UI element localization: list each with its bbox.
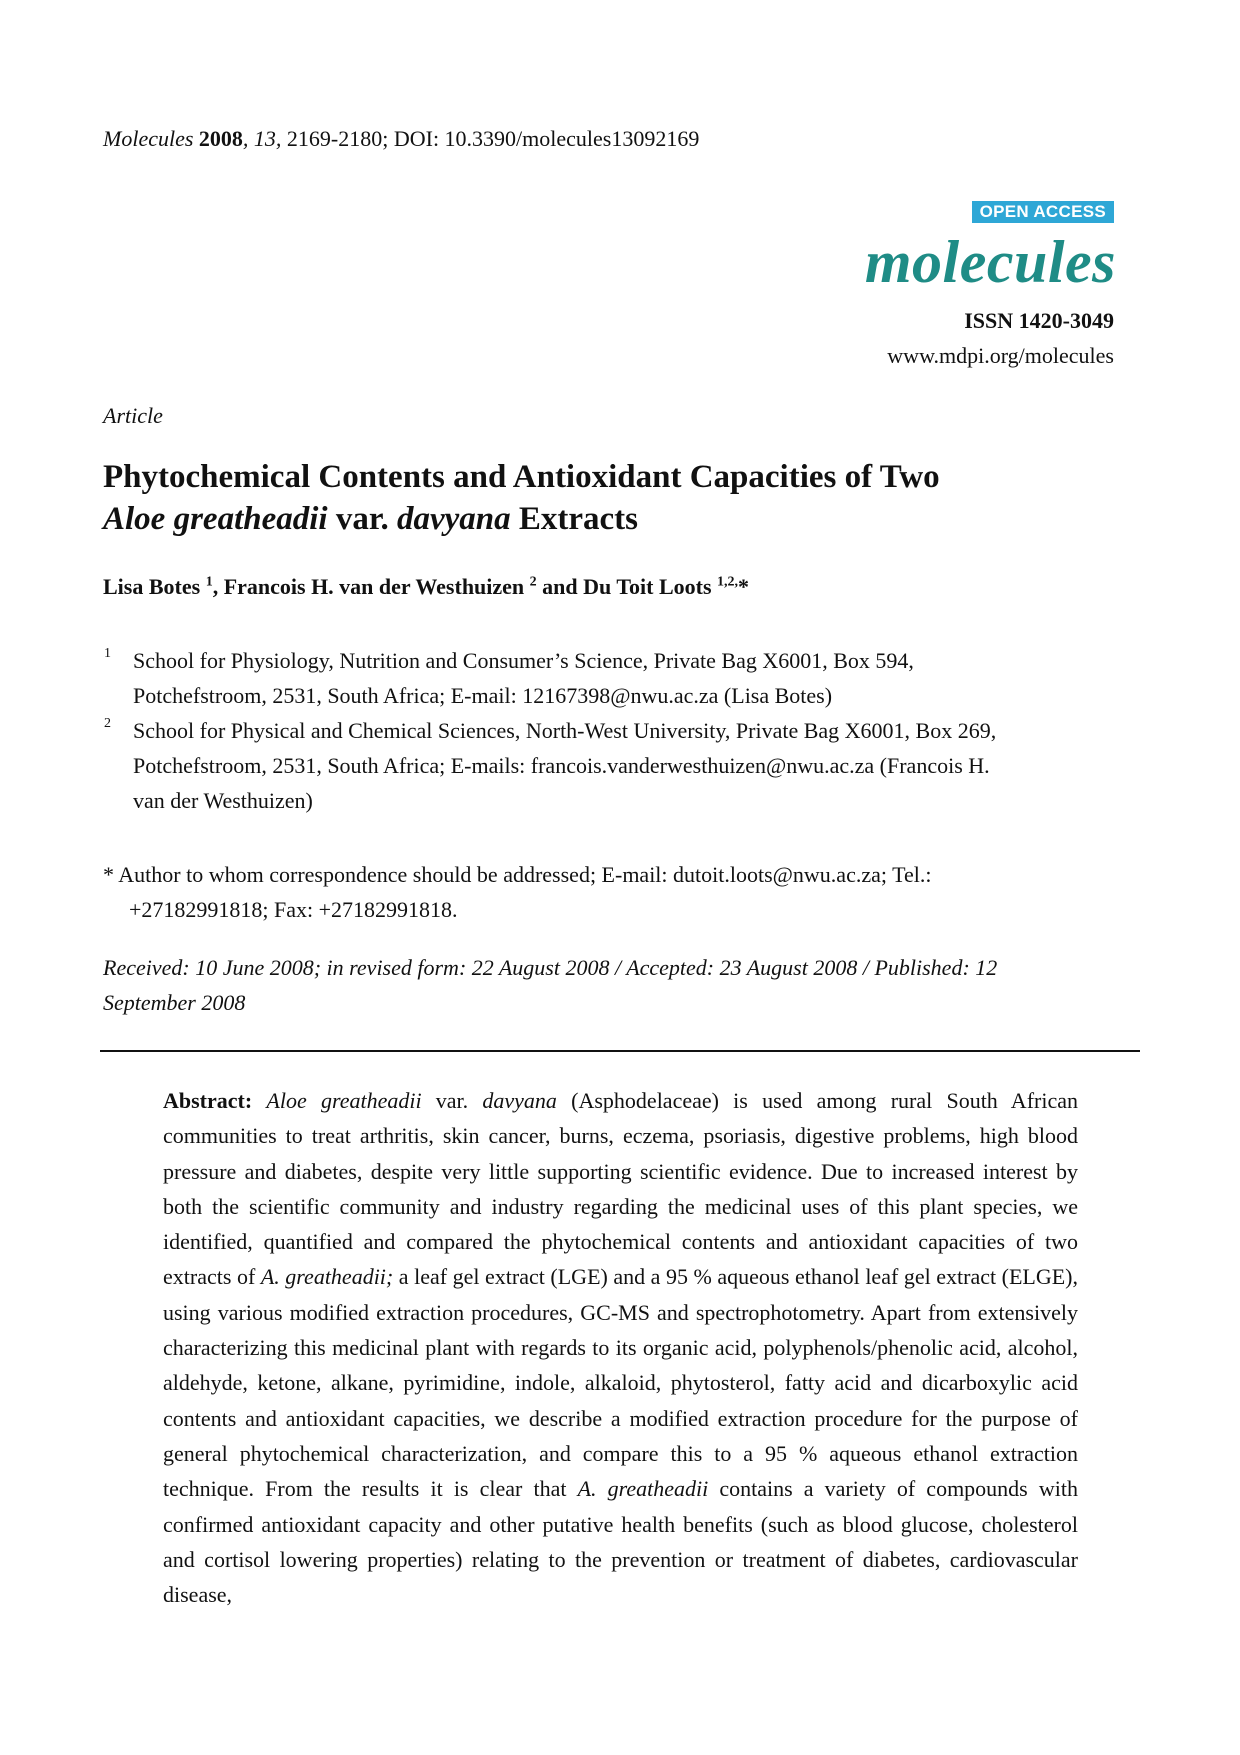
abstract-text-1: (Asphodelaceae) is used among rural South African communities to treat arthritis, skin cancer, burns, eczema, psoriasis, digestive problems, high blood pressure and diabetes, despite very little supporting scientific evidence. Due to increased interest by both the scientific community and industry regarding the medicinal uses of this plant species, we identified, quantified and compared the phytochemical contents and antioxidant capacities of two extracts of	[163, 1088, 1078, 1290]
title-species: Aloe greatheadii	[103, 501, 328, 537]
open-access-badge: OPEN ACCESS	[972, 201, 1114, 223]
abstract-var: var.	[421, 1088, 483, 1113]
article-type: Article	[103, 403, 163, 428]
dates-line-1: Received: 10 June 2008; in revised form: 22 August 2008 / Accepted: 23 August 2008 / Published: 12	[103, 955, 998, 980]
affiliation-2-line-1: School for Physical and Chemical Sciences, North-West University, Private Bag X6001, Box 269,	[133, 718, 997, 743]
journal-logo: molecules	[864, 229, 1116, 295]
abstract-species-1: Aloe greatheadii	[266, 1088, 422, 1113]
abstract-species-3: A. greatheadii	[577, 1476, 709, 1502]
article-title	[103, 456, 1143, 540]
title-tail: Extracts	[518, 501, 638, 537]
author-list	[103, 574, 749, 600]
abstract-text-2: a leaf gel extract (LGE) and a 95 % aqueous ethanol leaf gel extract (ELGE), using various modified extraction procedures, GC-MS and spectrophotometry. Apart from extensively characterizing this medicinal plant with regards to its organic acid, polyphenols/phenolic acid, alcohol, aldehyde, ketone, alkane, pyrimidine, indole, alkaloid, phytosterol, fatty acid and dicarboxylic acid contents and antioxidant capacities, we describe a modified extraction procedure for the purpose of general phytochemical characterization, and compare this to a 95 % aqueous ethanol extraction technique. From the results it is clear that	[163, 1264, 1078, 1502]
abstract-variety: davyana	[482, 1088, 557, 1113]
abstract	[163, 1083, 1078, 1612]
affiliation-2-line-2: Potchefstroom, 2531, South Africa; E-mails: francois.vanderwesthuizen@nwu.ac.za (Francois H.	[133, 753, 990, 778]
affiliation-1-number: 1	[104, 646, 111, 661]
correspondence-line-1: * Author to whom correspondence should be addressed; E-mail: dutoit.loots@nwu.ac.za; Tel.:	[103, 862, 932, 887]
affiliation-2	[133, 713, 1143, 818]
title-variety: davyana	[396, 501, 511, 537]
citation-pages-doi: 2169-2180; DOI: 10.3390/molecules13092169	[286, 126, 700, 151]
title-line-1: Phytochemical Contents and Antioxidant Capacities of Two	[103, 459, 940, 495]
abstract-label: Abstract:	[163, 1088, 253, 1113]
author-3: and Du Toit Loots	[542, 574, 712, 599]
publication-dates	[103, 950, 1143, 1020]
author-2: , Francois H. van der Westhuizen	[212, 574, 525, 599]
affiliation-1	[133, 643, 1143, 713]
corresponding-star: *	[738, 574, 750, 599]
journal-url: www.mdpi.org/molecules	[887, 343, 1114, 368]
correspondence-note	[103, 857, 1143, 927]
citation-journal: Molecules	[103, 126, 194, 151]
affiliation-1-line-2: Potchefstroom, 2531, South Africa; E-mail: 12167398@nwu.ac.za (Lisa Botes)	[133, 683, 833, 708]
affiliation-1-line-1: School for Physiology, Nutrition and Consumer’s Science, Private Bag X6001, Box 594,	[133, 648, 914, 673]
citation-year: 2008	[198, 126, 243, 151]
author-1-affiliation: 1	[205, 574, 213, 590]
section-divider	[100, 1050, 1140, 1052]
author-1: Lisa Botes	[103, 574, 201, 599]
abstract-text-3: contains a variety of compounds with confirmed antioxidant capacity and other putative health benefits (such as blood glucose, cholesterol and cortisol lowering properties) relating to the prevention or treatment of diabetes, cardiovascular disease,	[163, 1476, 1078, 1608]
affiliation-2-line-3: van der Westhuizen)	[133, 788, 313, 813]
correspondence-line-2: +27182991818; Fax: +27182991818.	[129, 897, 458, 922]
issn: ISSN 1420-3049	[964, 308, 1114, 333]
abstract-species-2: A. greatheadii;	[260, 1264, 394, 1290]
affiliation-2-number: 2	[104, 716, 111, 731]
citation-line: Molecules 2008, 13, 2169-2180; DOI: 10.3390/molecules13092169	[103, 126, 700, 151]
title-var: var.	[335, 501, 389, 537]
author-2-affiliation: 2	[529, 574, 537, 590]
author-3-affiliation: 1,2,	[717, 574, 739, 590]
dates-line-2: September 2008	[103, 990, 246, 1015]
citation-volume: 13,	[253, 126, 282, 151]
